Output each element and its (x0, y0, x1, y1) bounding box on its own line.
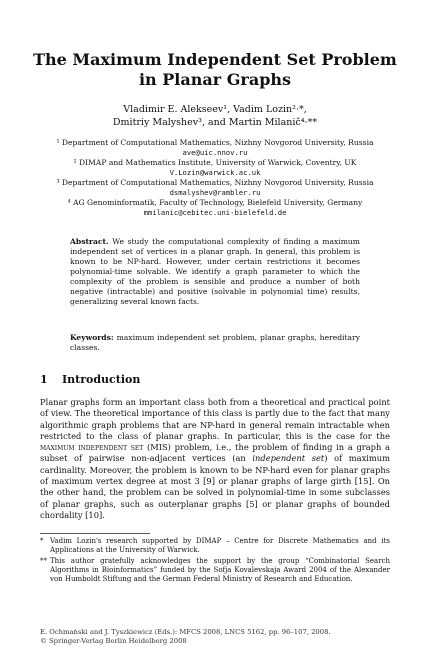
keywords-label: Keywords: (70, 333, 114, 342)
affiliation-text: DIMAP and Mathematics Institute, University of Warwick, Coventry, UK (78, 158, 357, 167)
introduction-paragraph (40, 397, 390, 521)
affiliation-2 (20, 158, 410, 178)
paper-title (0, 50, 430, 90)
body-text-2: (MIS) problem, i.e., the problem of finding in a graph a subset of pairwise non-adjacent vertices (an (40, 442, 390, 464)
abstract-label: Abstract. (70, 237, 109, 246)
section-number: 1 (40, 373, 48, 386)
affiliation-mark: ¹ (56, 138, 60, 147)
affiliation-mark: ³ (56, 178, 60, 187)
citation-block (40, 628, 390, 645)
body-text-1: Planar graphs form an important class both from a theoretical and practical point of view. The theoretical importance of this class is partly due to the fact that many algorithmic graph problems that are NP-hard in general remain intractable when restricted to the class of planar graphs. In particular, this is the case for the (40, 397, 390, 441)
mis-term: maximum independent set (40, 442, 144, 453)
affiliations (20, 138, 410, 218)
authors-line-1: Vladimir E. Alekseev¹, Vadim Lozin²·*, (123, 104, 307, 115)
section-title: Introduction (62, 373, 141, 386)
abstract (70, 237, 360, 307)
footnote-rule (40, 533, 150, 534)
keywords (70, 333, 360, 353)
affiliation-text: AG Genominformatik, Faculty of Technology, Bielefeld University, Germany (73, 198, 363, 207)
affiliation-text: Department of Computational Mathematics, Nizhny Novgorod University, Russia (61, 178, 374, 187)
affiliation-mark: ⁴ (67, 198, 71, 207)
independent-set-term: independent set (252, 453, 325, 464)
affiliation-3 (20, 178, 410, 198)
keywords-text: maximum independent set problem, planar graphs, hereditary classes. (70, 333, 360, 352)
affiliation-email[interactable]: V.Lozin@warwick.ac.uk (169, 168, 261, 177)
abstract-text: We study the computational complexity of finding a maximum independent set of vertices in a planar graph. In general, this problem is known to be NP-hard. However, under certain restrictions it becomes polynomial-time solvable. We identify a graph parameter to which the complexity of the problem is sensible and produce a number of both negative (intractable) and positive (solvable in polynomial time) results, generalizing several known facts. (70, 237, 360, 306)
citation-line-2: © Springer-Verlag Berlin Heidelberg 2008 (40, 636, 187, 645)
footnote-text: This author gratefully acknowledges the support by the group “Combinatorial Search Algorithms in Bioinformatics” funded by the Sofja Kovalevskaja Award 2004 of the Alexander von Humboldt Stiftung and the German Federal Ministry of Research and Education. (50, 556, 390, 584)
authors-line-2: Dmitriy Malyshev³, and Martin Milanič⁴·** (112, 117, 318, 128)
citation-line-1: E. Ochmański and J. Tyszkiewicz (Eds.): MFCS 2008, LNCS 5162, pp. 96–107, 2008. (40, 628, 331, 636)
footnote-mark: * (40, 537, 44, 545)
author-list (0, 103, 430, 129)
affiliation-email[interactable]: dsmalyshev@rambler.ru (169, 188, 261, 197)
affiliation-mark: ² (73, 158, 77, 167)
body-text-3: ) of maximum cardinality. Moreover, the problem is known to be NP-hard even for planar graphs of maximum vertex degree at most 3 [9] or planar graphs of large girth [15]. On the other hand, the problem can be solved in polynomial-time in some subclasses of planar graphs, such as outerplanar graphs [5] or planar graphs of bounded chordality [10]. (40, 453, 390, 520)
footnote-2 (40, 557, 390, 585)
section-heading (40, 373, 140, 386)
footnotes (40, 537, 390, 585)
footnote-mark: ** (40, 556, 47, 565)
affiliation-1 (20, 138, 410, 158)
affiliation-email[interactable]: ave@uic.nnov.ru (182, 148, 248, 157)
affiliation-email[interactable]: mmilanic@cebitec.uni-bielefeld.de (143, 208, 287, 217)
title-line-2: in Planar Graphs (138, 70, 292, 89)
affiliation-text: Department of Computational Mathematics, Nizhny Novgorod University, Russia (61, 138, 374, 147)
title-line-1: The Maximum Independent Set Problem (33, 50, 397, 69)
footnote-text: Vadim Lozin's research supported by DIMAP – Centre for Discrete Mathematics and its Applications at the University of Warwick. (50, 537, 390, 555)
affiliation-4 (20, 198, 410, 218)
footnote-1 (40, 537, 390, 556)
